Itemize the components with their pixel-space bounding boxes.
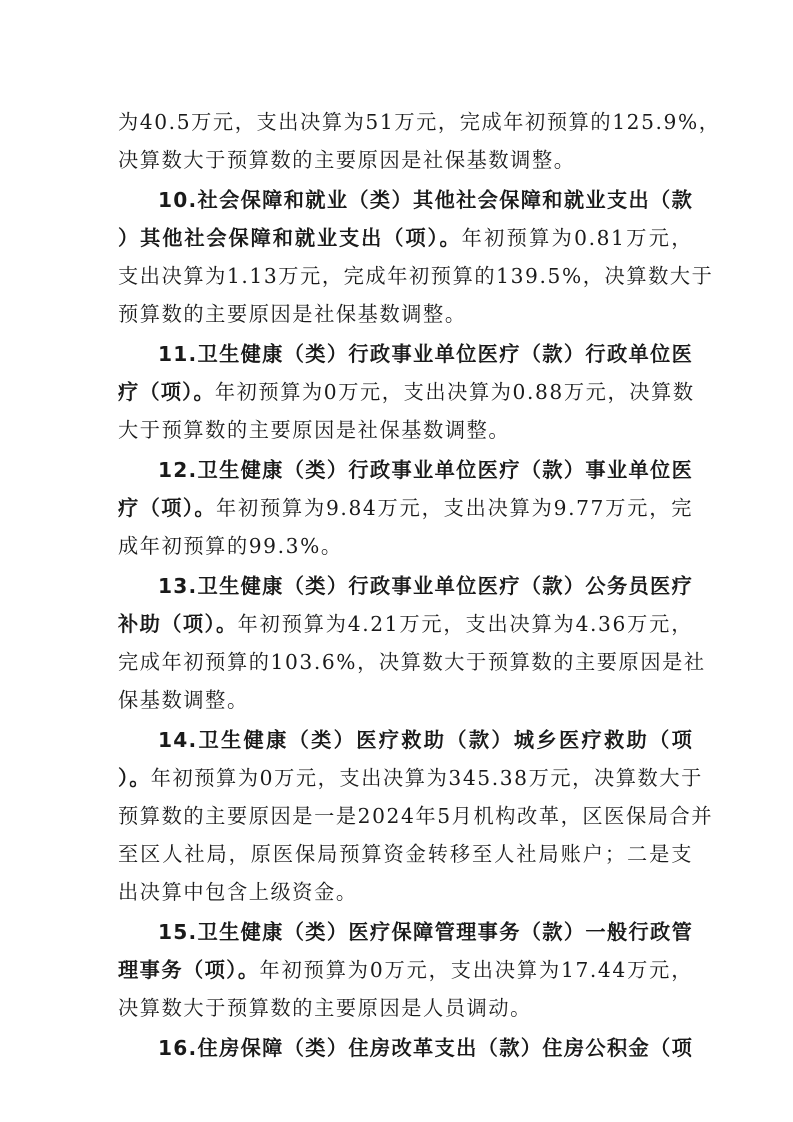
heading-run: ）其他社会保障和就业支出（项）。 bbox=[118, 226, 462, 250]
heading-run: 15.卫生健康（类）医疗保障管理事务（款）一般行政管 bbox=[158, 920, 693, 944]
text-run: 成年初预算的99.3%。 bbox=[118, 534, 343, 558]
heading-run: 疗（项）。 bbox=[118, 380, 215, 404]
section-heading-15 bbox=[158, 918, 693, 946]
paragraph-line bbox=[118, 686, 693, 714]
section-heading-16 bbox=[158, 1034, 693, 1062]
paragraph-line bbox=[118, 610, 693, 638]
text-run: 年初预算为0万元，支出决算为345.38万元，决算数大于 bbox=[150, 766, 703, 790]
text-run: 完成年初预算的103.6%，决算数大于预算数的主要原因是社 bbox=[118, 650, 706, 674]
paragraph-line bbox=[118, 532, 693, 560]
paragraph-line bbox=[118, 802, 714, 830]
text-run: 预算数的主要原因是一是2024年5月机构改革，区医保局合并 bbox=[118, 804, 714, 828]
paragraph-line bbox=[118, 648, 706, 676]
heading-run: 10.社会保障和就业（类）其他社会保障和就业支出（款 bbox=[158, 188, 693, 212]
section-heading-14 bbox=[158, 726, 693, 754]
text-run: 支出决算为1.13万元，完成年初预算的139.5%，决算数大于 bbox=[118, 264, 714, 288]
heading-run: 理事务（项）。 bbox=[118, 958, 260, 982]
text-run: 出决算中包含上级资金。 bbox=[118, 880, 358, 904]
text-run: 大于预算数的主要原因是社保基数调整。 bbox=[118, 418, 511, 442]
text-run: 年初预算为0万元，支出决算为0.88万元，决算数 bbox=[214, 380, 695, 404]
paragraph-line bbox=[118, 416, 693, 444]
text-run: 为40.5万元，支出决算为51万元，完成年初预算的125.9%， bbox=[118, 110, 721, 134]
heading-run: 12.卫生健康（类）行政事业单位医疗（款）事业单位医 bbox=[158, 458, 693, 482]
text-run: 至区人社局，原医保局预算资金转移至人社局账户；二是支 bbox=[118, 842, 693, 866]
section-heading-13 bbox=[158, 572, 693, 600]
text-run: 保基数调整。 bbox=[118, 688, 249, 712]
heading-run: 疗（项）。 bbox=[118, 496, 216, 520]
section-heading-12 bbox=[158, 456, 693, 484]
text-run: 决算数大于预算数的主要原因是人员调动。 bbox=[118, 996, 532, 1020]
paragraph-line bbox=[118, 840, 693, 868]
heading-run: 补助（项）。 bbox=[118, 612, 238, 636]
heading-run: ）。 bbox=[118, 766, 151, 790]
section-heading-10 bbox=[158, 186, 693, 214]
paragraph-line bbox=[118, 300, 693, 328]
paragraph-line bbox=[118, 108, 721, 136]
paragraph-line bbox=[118, 494, 693, 522]
text-run: 年初预算为0.81万元， bbox=[461, 226, 693, 250]
paragraph-line bbox=[118, 262, 714, 290]
paragraph-line bbox=[118, 224, 693, 252]
paragraph-line bbox=[118, 146, 693, 174]
paragraph-line bbox=[118, 378, 693, 406]
paragraph-line bbox=[118, 764, 703, 792]
paragraph-line bbox=[118, 994, 693, 1022]
heading-run: 14.卫生健康（类）医疗救助（款）城乡医疗救助（项 bbox=[158, 728, 693, 752]
text-run: 预算数的主要原因是社保基数调整。 bbox=[118, 302, 467, 326]
paragraph-line bbox=[118, 878, 693, 906]
text-run: 年初预算为0万元，支出决算为17.44万元， bbox=[259, 958, 693, 982]
heading-run: 16.住房保障（类）住房改革支出（款）住房公积金（项 bbox=[158, 1036, 693, 1060]
heading-run: 11.卫生健康（类）行政事业单位医疗（款）行政单位医 bbox=[158, 342, 693, 366]
section-heading-11 bbox=[158, 340, 693, 368]
text-run: 决算数大于预算数的主要原因是社保基数调整。 bbox=[118, 148, 576, 172]
paragraph-line bbox=[118, 956, 693, 984]
text-run: 年初预算为9.84万元，支出决算为9.77万元，完 bbox=[215, 496, 694, 520]
text-run: 年初预算为4.21万元，支出决算为4.36万元， bbox=[237, 612, 693, 636]
heading-run: 13.卫生健康（类）行政事业单位医疗（款）公务员医疗 bbox=[158, 574, 693, 598]
